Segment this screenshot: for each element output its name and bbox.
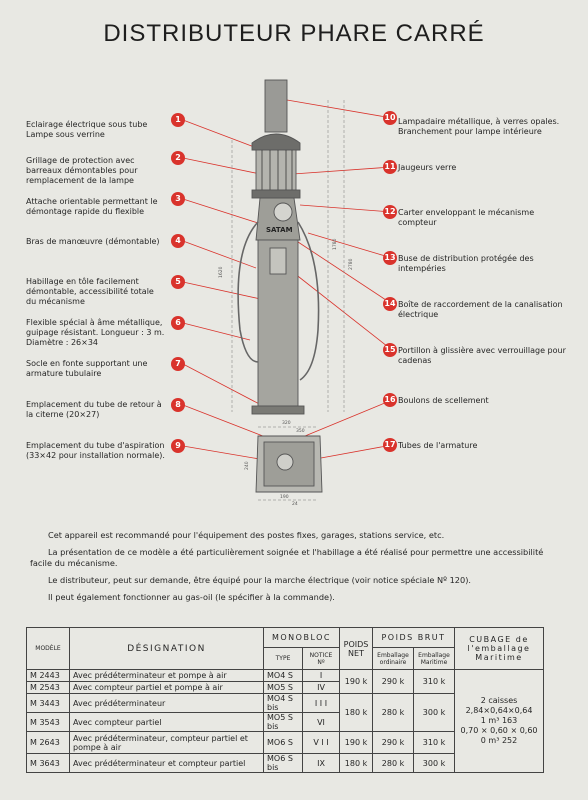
table-cell: 280 k [373, 754, 414, 773]
callout-marker: 6 [171, 316, 185, 330]
table-cell: IV [303, 682, 340, 694]
table-cell: M 2643 [27, 732, 70, 754]
callout-marker: 11 [383, 160, 397, 174]
dimension-label: 1620 [219, 266, 224, 278]
table-cell: I I I [303, 694, 340, 713]
table-cell: M 3543 [27, 713, 70, 732]
table-cell: Avec prédéterminateur [70, 694, 264, 713]
cubage-line: 1 m³ 163 [480, 716, 518, 725]
column-header: TYPE [264, 648, 303, 670]
pump-brand-plate: SATAM [266, 226, 293, 234]
callout-marker: 15 [383, 343, 397, 357]
callout-text: Portillon à glissière avec verrouillage pour cadenas [398, 346, 566, 365]
table-cell [455, 670, 544, 773]
description-paragraph: Il peut également fonctionner au gas-oil (le spécifier à la commande). [48, 592, 335, 602]
dimension-label: 2780 [349, 258, 354, 270]
callout-text: Buse de distribution protégée des intempéries [398, 254, 534, 273]
table-cell: MO6 S bis [264, 754, 303, 773]
callout-marker: 7 [171, 357, 185, 371]
callout-marker: 12 [383, 205, 397, 219]
callout-text: Emplacement du tube de retour à la citerne (20×27) [26, 400, 162, 419]
table-cell: MO6 S [264, 732, 303, 754]
column-header: POIDS BRUT [373, 628, 455, 648]
dimension-label: 1780 [333, 238, 338, 250]
table-cell: 310 k [414, 732, 455, 754]
table-cell: MO4 S [264, 670, 303, 682]
table-cell: Avec compteur partiel et pompe à air [70, 682, 264, 694]
cubage-line: 2 caisses [480, 696, 518, 705]
callout-text: Boîte de raccordement de la canalisation électrique [398, 300, 563, 319]
callout-text: Lampadaire métallique, à verres opales. Branchement pour lampe intérieure [398, 117, 560, 136]
callout-marker: 1 [171, 113, 185, 127]
table-cell: 180 k [340, 694, 373, 732]
callout-marker: 2 [171, 151, 185, 165]
table-cell: MO5 S [264, 682, 303, 694]
callout-marker: 10 [383, 111, 397, 125]
column-header: CUBAGE de l'emballage Maritime [455, 628, 544, 670]
dimension-label: 240 [245, 461, 250, 470]
dimension-label: 190 [280, 495, 289, 500]
table-cell: 300 k [414, 754, 455, 773]
table-cell: 290 k [373, 670, 414, 694]
column-header: DÉSIGNATION [70, 628, 264, 670]
page-title: DISTRIBUTEUR PHARE CARRÉ [103, 20, 485, 47]
table-cell: 280 k [373, 694, 414, 732]
table-cell: V I I [303, 732, 340, 754]
table-cell: 190 k [340, 732, 373, 754]
table-cell: I [303, 670, 340, 682]
description-paragraph: Cet appareil est recommandé pour l'équipement des postes fixes, garages, stations service, etc. [48, 530, 445, 540]
table-cell: 180 k [340, 754, 373, 773]
models-table [26, 627, 544, 773]
table-cell: 190 k [340, 670, 373, 694]
table-cell: 300 k [414, 694, 455, 732]
callout-text: Eclairage électrique sous tube Lampe sous verrine [26, 120, 148, 139]
table-cell: Avec prédéterminateur, compteur partiel et pompe à air [70, 732, 264, 754]
callout-marker: 8 [171, 398, 185, 412]
description-paragraph: La présentation de ce modèle a été particulièrement soignée et l'habillage a été réalisé pour permettre une accessibilité facile du mécanisme. [30, 547, 544, 568]
callout-text: Boulons de scellement [398, 396, 489, 405]
table-cell: M 2443 [27, 670, 70, 682]
callout-text: Habillage en tôle facilement démontable, accessibilité totale du mécanisme [26, 277, 154, 306]
callout-marker: 14 [383, 297, 397, 311]
callout-text: Bras de manœuvre (démontable) [26, 237, 160, 246]
table-cell: M 3643 [27, 754, 70, 773]
dimension-label: 320 [282, 421, 291, 426]
column-header: NOTICE Nº [303, 648, 340, 670]
dimension-label: 350 [296, 429, 305, 434]
callout-text: Carter enveloppant le mécanisme compteur [398, 208, 535, 227]
callout-marker: 3 [171, 192, 185, 206]
callout-marker: 4 [171, 234, 185, 248]
table-cell: IX [303, 754, 340, 773]
callout-marker: 17 [383, 438, 397, 452]
callout-marker: 9 [171, 439, 185, 453]
callout-marker: 16 [383, 393, 397, 407]
cubage-line: 0 m³ 252 [480, 736, 518, 745]
column-header: Emballage Maritime [414, 648, 455, 670]
column-header: Emballage ordinaire [373, 648, 414, 670]
column-header: MONOBLOC [264, 628, 340, 648]
callout-text: Grillage de protection avec barreaux démontables pour remplacement de la lampe [26, 156, 138, 185]
callout-text: Emplacement du tube d'aspiration (33×42 pour installation normale). [26, 441, 165, 460]
table-cell: Avec prédéterminateur et compteur partiel [70, 754, 264, 773]
callout-text: Attache orientable permettant le démontage rapide du flexible [26, 197, 158, 216]
callout-marker: 5 [171, 275, 185, 289]
table-cell: 310 k [414, 670, 455, 694]
table-cell: 290 k [373, 732, 414, 754]
dimension-label: 24 [292, 502, 298, 507]
table-cell: MO5 S bis [264, 713, 303, 732]
table-cell: MO4 S bis [264, 694, 303, 713]
column-header: POIDS NET [340, 628, 373, 670]
callout-marker: 13 [383, 251, 397, 265]
cubage-line: 0,70 × 0,60 × 0,60 [460, 726, 538, 735]
callout-text: Tubes de l'armature [398, 441, 478, 450]
callout-text: Jaugeurs verre [398, 163, 457, 172]
table-cell: VI [303, 713, 340, 732]
table-cell: Avec prédéterminateur et pompe à air [70, 670, 264, 682]
table-cell: Avec compteur partiel [70, 713, 264, 732]
table-cell: M 2543 [27, 682, 70, 694]
cubage-line: 2,84×0,64×0,64 [465, 706, 533, 715]
callout-text: Flexible spécial à âme métallique, guipage résistant. Longueur : 3 m. Diamètre : 26×34 [26, 318, 165, 347]
description-paragraph: Le distributeur, peut sur demande, être équipé pour la marche électrique (voir notice spéciale Nº 120). [48, 575, 471, 585]
table-cell: M 3443 [27, 694, 70, 713]
callout-text: Socle en fonte supportant une armature tubulaire [26, 359, 148, 378]
column-header: MODÈLE [27, 628, 70, 670]
